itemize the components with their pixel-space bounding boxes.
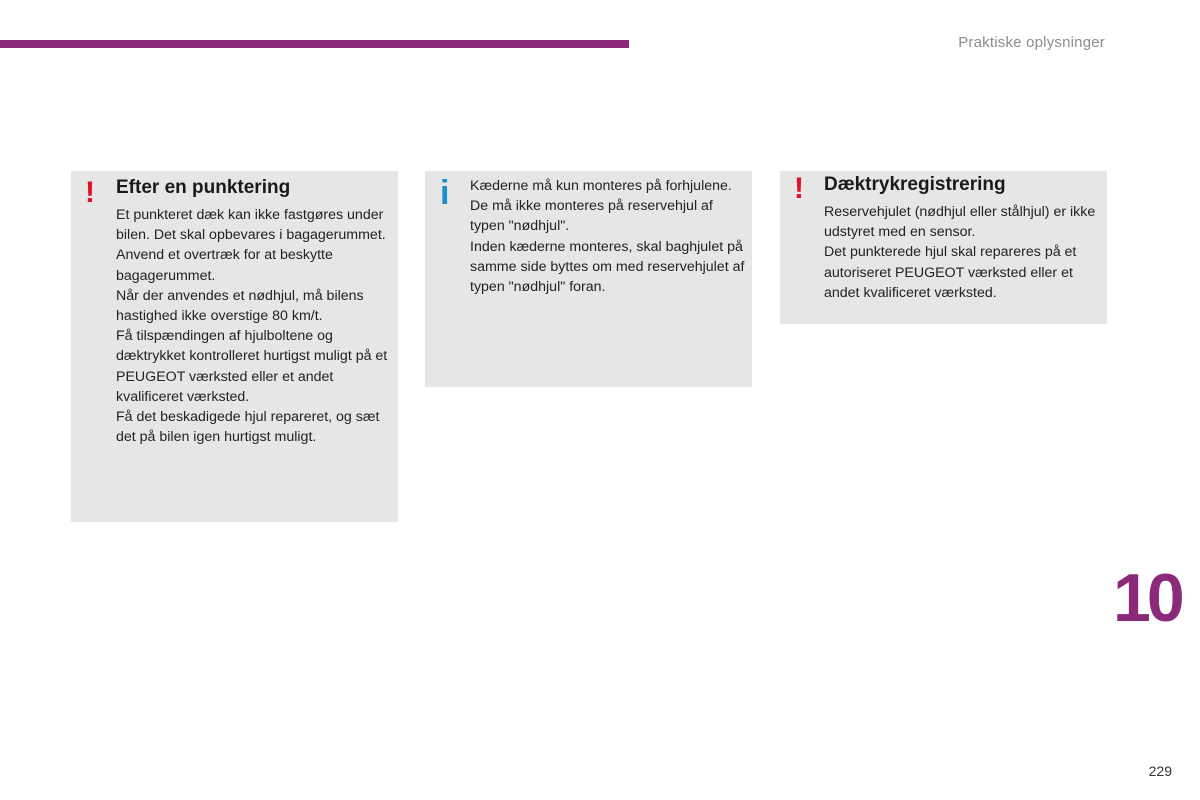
header-accent-bar [0,40,629,48]
section-title: Praktiske oplysninger [958,34,1105,51]
box-paragraph: Det punkterede hjul skal repareres på et autoriseret PEUGEOT værksted eller et andet kvalificeret værksted. [824,244,1077,301]
box-text [470,176,745,297]
warning-box-puncture [71,171,398,522]
box-text [824,202,1104,303]
chapter-number: 10 [1113,560,1181,636]
box-paragraph: Et punkteret dæk kan ikke fastgøres under bilen. Det skal opbevares i bagagerummet. Anvend et overtræk for at beskytte bagagerummet. [116,207,386,284]
page-number: 229 [1148,763,1172,779]
warning-box-pressure-detection [780,171,1107,324]
warning-icon: ! [85,176,95,209]
box-text [116,205,396,447]
box-paragraph: Få tilspændingen af hjulboltene og dæktrykket kontrolleret hurtigst muligt på et PEUGEOT værksted eller et andet kvalificeret værksted. [116,328,388,405]
box-title: Dæktrykregistrering [824,174,1006,195]
warning-icon: ! [794,172,804,205]
info-icon: i [440,174,450,212]
box-paragraph: Reservehjulet (nødhjul eller stålhjul) er ikke udstyret med en sensor. [824,204,1096,241]
box-title: Efter en punktering [116,177,291,198]
box-paragraph: Inden kæderne monteres, skal baghjulet på samme side byttes om med reservehjulet af typen "nødhjul" foran. [470,238,745,296]
box-paragraph: Få det beskadigede hjul repareret, og sæt det på bilen igen hurtigst muligt. [116,409,380,446]
info-box-chains [425,171,752,387]
box-paragraph: Kæderne må kun monteres på forhjulene. De må ikke monteres på reservehjul af typen "nødhjul". [470,178,732,235]
box-paragraph: Når der anvendes et nødhjul, må bilens hastighed ikke overstige 80 km/t. [116,287,364,325]
